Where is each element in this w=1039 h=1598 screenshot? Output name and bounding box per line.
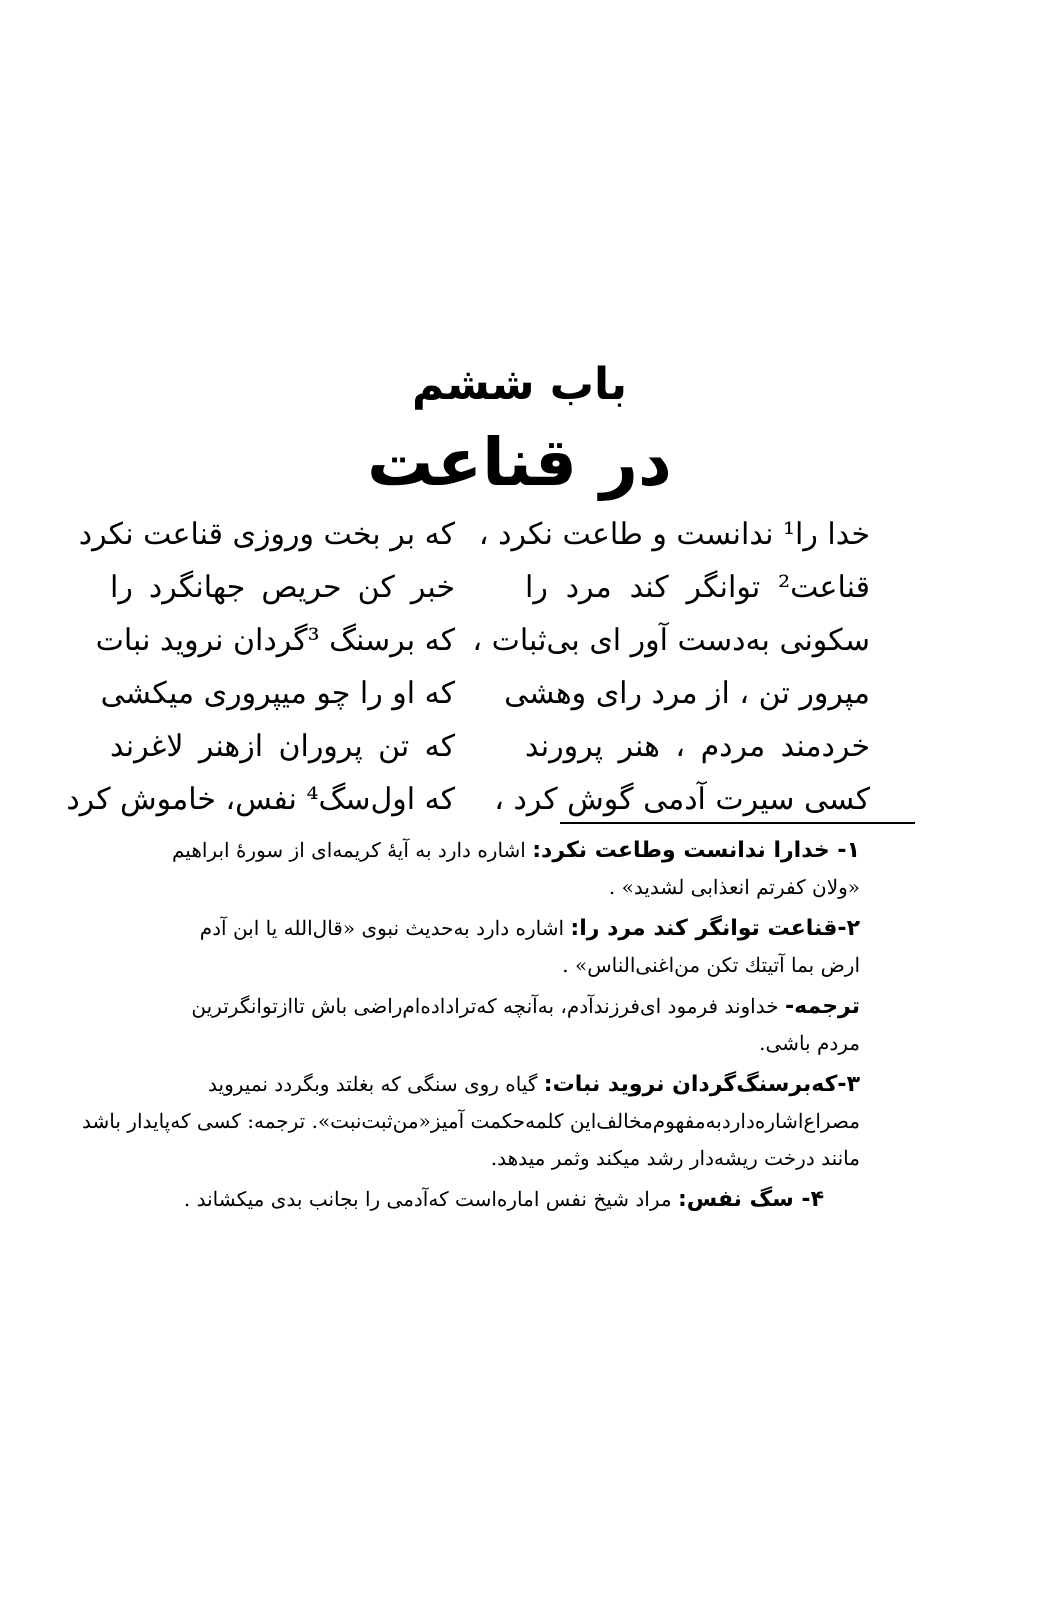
footnotes: [82, 832, 860, 1222]
footnote-text: مصراع‌اشاره‌دارد‌به‌مفهوم‌مخالف‌این کلمه‌حکمت آمیز«من‌ثبت‌نبت». ترجمه: کسی که‌پایدار باشد: [82, 1109, 860, 1133]
verse-right-hemistich: خردمند مردم ، هنر پرورند: [525, 728, 870, 764]
verse-left-hemistich: که او را چو میپروری میکشی: [100, 675, 455, 711]
footnote-text: خداوند فرمود ای‌فرزند‌آدم، به‌آنچه که‌ترا‌داده‌ام‌راضی باش تاازتوانگرترین: [191, 994, 779, 1018]
verse-right-hemistich: مپرور تن ، از مرد رای وهشی: [504, 675, 870, 711]
verse-row: [110, 561, 870, 614]
verse-right-hemistich: سکونی به‌دست آور ای بی‌ثبات ،: [472, 622, 870, 658]
verse-right-hemistich: خدا را¹ ندانست و طاعت نکرد ،: [478, 516, 870, 552]
verse-left-hemistich: خبر کن حریص جهانگرد را: [110, 569, 455, 605]
footnote-line: [100, 988, 860, 1025]
footnote-text: اشاره دارد به‌حدیث نبوی «قال‌الله یا ابن آدم: [199, 916, 565, 940]
footnote-heading: ۱- خدارا ندانست وطاعت نکرد:: [532, 838, 860, 863]
verse-right-hemistich: کسی سیرت آدمی گوش کرد ،: [494, 781, 870, 817]
footnote-text: مانند درخت ریشه‌دار رشد میکند وثمر میدهد.: [490, 1146, 860, 1170]
footnote-line: [100, 1181, 860, 1218]
footnote-text: اشاره دارد به آیهٔ کریمه‌ای از سورهٔ ابراهیم: [171, 838, 526, 862]
footnote-text: گیاه روی سنگی که بغلتد وبگردد نمیروید: [208, 1072, 538, 1096]
chapter-title: در قناعت: [367, 424, 672, 501]
footnote-line: [100, 832, 860, 869]
footnote-1: [100, 832, 860, 906]
footnote-heading: ۳-که‌برسنگ‌گردان نروید نبات:: [543, 1072, 860, 1097]
verse-row: [110, 720, 870, 773]
footnote-text: ارض بما آتیتك تکن من‌اغنی‌الناس» .: [562, 953, 860, 977]
verse-left-hemistich: که تن پروران ازهنر لاغرند: [110, 728, 455, 764]
poem: [66, 508, 870, 826]
footnote-line: [100, 1066, 860, 1103]
verse-row: [66, 773, 870, 826]
footnote-divider: [560, 822, 915, 824]
footnote-heading: ۴- سگ نفس:: [677, 1187, 824, 1212]
footnote-heading: ۲-قناعت توانگر کند مرد را:: [570, 916, 860, 941]
verse-right-hemistich: قناعت² توانگر کند مرد را: [525, 569, 870, 605]
verse-row: [100, 667, 870, 720]
chapter-label: باب ششم: [411, 359, 628, 410]
verse-row: [95, 614, 870, 667]
footnote-3: [82, 1066, 860, 1177]
footnote-text: مراد شیخ نفس اماره‌است که‌آدمی را بجانب بدی میکشاند .: [183, 1187, 672, 1211]
footnote-heading: ترجمه-: [784, 994, 860, 1019]
verse-left-hemistich: که اول‌سگ⁴ نفس، خاموش کرد: [66, 781, 455, 817]
footnote-4: [100, 1181, 860, 1218]
footnote-line: [100, 910, 860, 947]
verse-row: [78, 508, 870, 561]
footnote-2: [100, 910, 860, 984]
verse-left-hemistich: که بر بخت وروزی قناعت نکرد: [78, 516, 455, 552]
footnote-translation: [100, 988, 860, 1062]
verse-left-hemistich: که برسنگ ³گردان نروید نبات: [95, 622, 455, 658]
footnote-text: «ولان کفرتم انعذابی لشدید» .: [608, 875, 860, 899]
footnote-text: مردم باشی.: [759, 1031, 860, 1055]
